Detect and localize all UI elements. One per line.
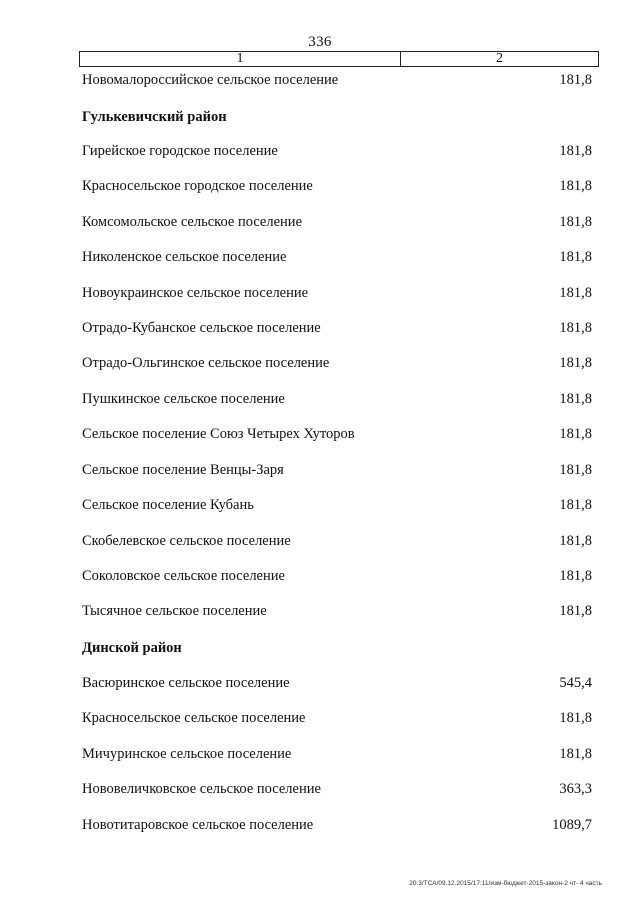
row-name: Соколовское сельское поселение [82, 568, 285, 584]
row-name: Отрадо-Кубанское сельское поселение [82, 320, 321, 336]
row-value: 181,8 [559, 568, 592, 584]
row-value: 1089,7 [552, 817, 592, 833]
row-value: 181,8 [559, 533, 592, 549]
row-value: 181,8 [559, 214, 592, 230]
row-name: Комсомольское сельское поселение [82, 214, 302, 230]
table-header [79, 51, 599, 67]
row-value: 181,8 [559, 746, 592, 762]
row-name: Новомалороссийское сельское поселение [82, 72, 339, 88]
row-value: 181,8 [559, 72, 592, 88]
table-row [82, 70, 592, 90]
row-value: 181,8 [559, 285, 592, 301]
table-row [82, 531, 592, 551]
row-name: Отрадо-Ольгинское сельское поселение [82, 355, 330, 371]
table-row [82, 353, 592, 373]
row-name: Красносельское городское поселение [82, 178, 313, 194]
table-row [82, 176, 592, 196]
row-name: Гулькевичский район [82, 109, 227, 125]
row-name: Николенское сельское поселение [82, 249, 287, 265]
row-value: 181,8 [559, 391, 592, 407]
table-row [82, 247, 592, 267]
row-value: 181,8 [559, 497, 592, 513]
district-heading [82, 638, 592, 658]
row-value: 181,8 [559, 249, 592, 265]
table-header-column-1: 1 [80, 52, 401, 66]
row-name: Васюринское сельское поселение [82, 675, 290, 691]
row-name: Мичуринское сельское поселение [82, 746, 292, 762]
table-row [82, 566, 592, 586]
table-header-column-2: 2 [496, 51, 503, 66]
table-row [82, 424, 592, 444]
table-row [82, 815, 592, 835]
table-row [82, 212, 592, 232]
row-name: Нововеличковское сельское поселение [82, 781, 321, 797]
table-row [82, 708, 592, 728]
row-value: 181,8 [559, 462, 592, 478]
row-value: 181,8 [559, 710, 592, 726]
row-name: Динской район [82, 640, 182, 656]
row-name: Сельское поселение Союз Четырех Хуторов [82, 426, 355, 442]
row-value: 181,8 [559, 603, 592, 619]
row-name: Тысячное сельское поселение [82, 603, 267, 619]
row-name: Скобелевское сельское поселение [82, 533, 291, 549]
table-row [82, 744, 592, 764]
row-name: Пушкинское сельское поселение [82, 391, 285, 407]
row-value: 181,8 [559, 178, 592, 194]
row-value: 181,8 [559, 143, 592, 159]
table-row [82, 673, 592, 693]
row-value: 545,4 [559, 675, 592, 691]
page-number: 336 [308, 34, 332, 50]
table-row [82, 495, 592, 515]
footer-file-stamp: 20.3/ТСА/09.12.2015/17:11/изм-бюджет-2015-закон-2 чт- 4 часть [409, 880, 602, 887]
table-row [82, 141, 592, 161]
table-row [82, 389, 592, 409]
district-heading [82, 107, 592, 127]
table-row [82, 283, 592, 303]
row-value: 181,8 [559, 355, 592, 371]
table-row [82, 779, 592, 799]
table-row [82, 318, 592, 338]
row-value: 181,8 [559, 426, 592, 442]
row-name: Новоукраинское сельское поселение [82, 285, 309, 301]
row-value: 363,3 [559, 781, 592, 797]
row-value: 181,8 [559, 320, 592, 336]
row-name: Сельское поселение Венцы-Заря [82, 462, 284, 478]
row-name: Новотитаровское сельское поселение [82, 817, 314, 833]
table-row [82, 460, 592, 480]
row-name: Красносельское сельское поселение [82, 710, 306, 726]
row-name: Гирейское городское поселение [82, 143, 278, 159]
table-row [82, 601, 592, 621]
row-name: Сельское поселение Кубань [82, 497, 254, 513]
